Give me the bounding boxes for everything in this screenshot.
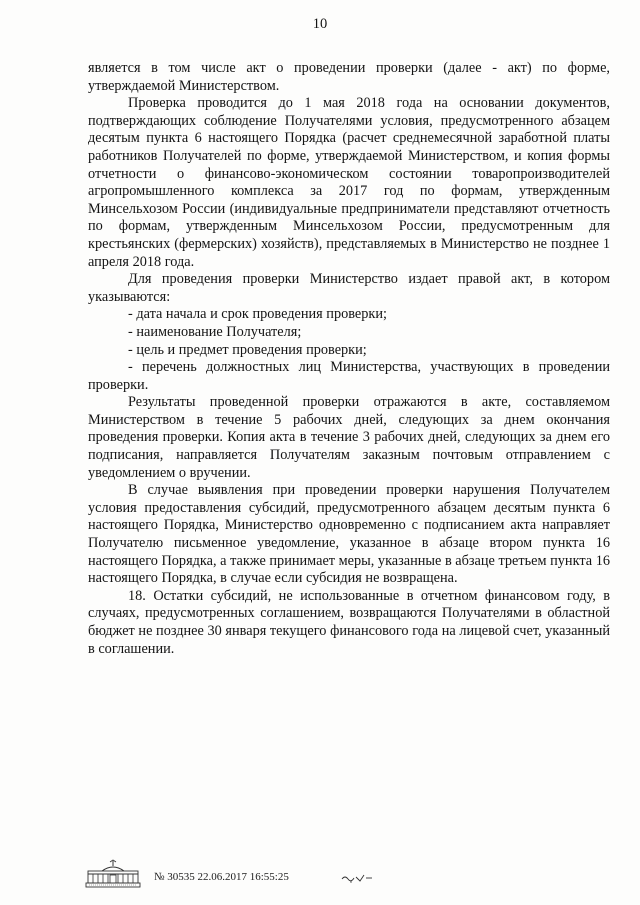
page-number: 10 — [312, 16, 328, 32]
document-registration-stamp: № 30535 22.06.2017 16:55:25 — [154, 871, 289, 883]
list-item-officials: - перечень должностных лиц Министерства, участвующих в проведении проверки. — [88, 359, 610, 393]
handwritten-mark-icon — [340, 869, 376, 885]
paragraph-violation: В случае выявления при проведении проверки нарушения Получателем условия предоставления субсидий, предусмотренного абзацем десятым пункта 6 настоящего Порядка, Министерство одновременно с подписанием акта направляет Получателю письменное уведомление, указанное в абзаце втором пункта 16 настоящего Порядка, а также принимает меры, указанные в абзаце третьем пункта 16 настоящего Порядка, в случае если субсидия не возвращена. — [88, 482, 610, 587]
paragraph-inspection-deadline: Проверка проводится до 1 мая 2018 года на основании документов, подтверждающих соблюдение Получателями условия, предусмотренного абзацем десятым пункта 6 настоящего Порядка (расчет среднемесячной заработной платы работников Получателей по форме, утверждаемой Министерством, и копия формы отчетности о финансово-экономическом состоянии товаропроизводителей агропромышленного комплекса за 2017 год по формам, утвержденным Минсельхозом России (индивидуальные предприниматели представляют отчетность по формам, утвержденным Минсельхозом России, предусмотренным для крестьянских (фермерских) хозяйств), представляемых в Министерство не позднее 1 апреля 2018 года. — [88, 95, 610, 270]
paragraph-results: Результаты проведенной проверки отражаются в акте, составляемом Министерством в течение 5 рабочих дней, следующих за днем окончания проведения проверки. Копия акта в течение 3 рабочих дней, следующих за днем его подписания, направляется Получателям заказным почтовым отправлением с уведомлением о вручении. — [88, 394, 610, 481]
list-item-start-date: - дата начала и срок проведения проверки; — [128, 306, 387, 323]
page-footer — [84, 857, 604, 891]
paragraph-item-18: 18. Остатки субсидий, не использованные в отчетном финансовом году, в случаях, предусмотренных соглашением, возвращаются Получателями в областной бюджет не позднее 30 января текущего финансового года на лицевой счет, указанный в соглашении. — [88, 587, 610, 657]
paragraph-continuation: является в том числе акт о проведении проверки (далее - акт) по форме, утверждаемой Министерством. — [88, 60, 610, 94]
paragraph-legal-act: Для проведения проверки Министерство издает правой акт, в котором указываются: — [88, 271, 610, 305]
list-item-purpose: - цель и предмет проведения проверки; — [128, 341, 367, 358]
document-body — [88, 60, 610, 658]
government-building-icon — [84, 859, 142, 889]
list-item-recipient-name: - наименование Получателя; — [128, 323, 302, 340]
